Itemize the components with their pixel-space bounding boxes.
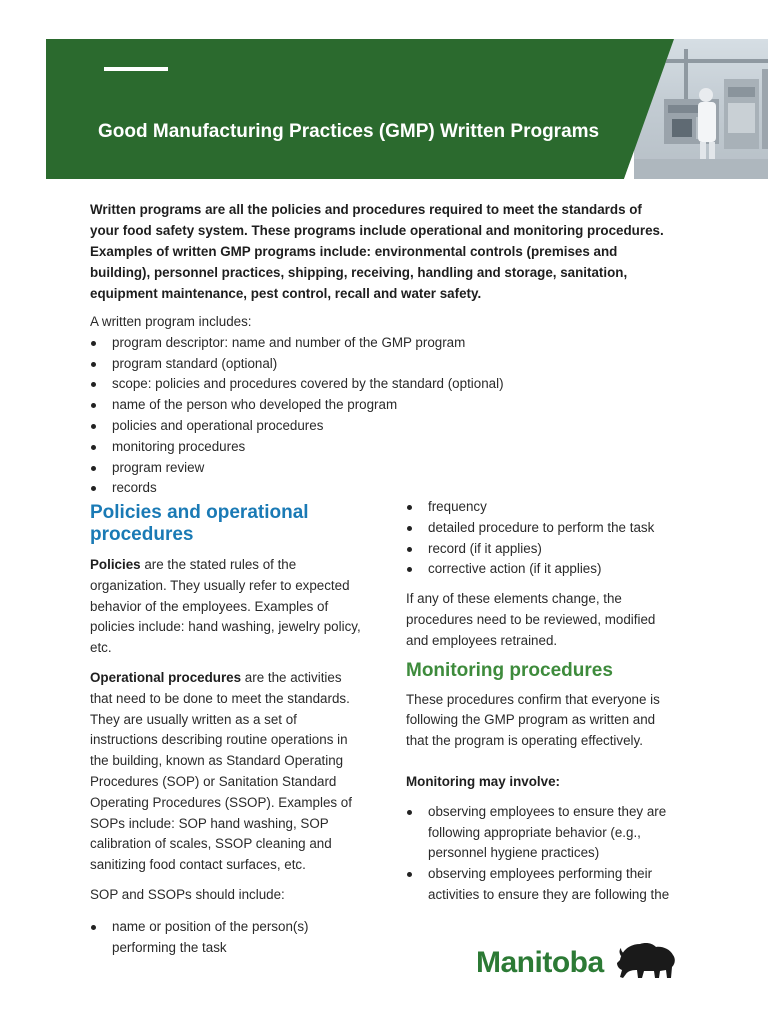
- operational-procedures-text: are the activities that need to be done to meet the standards. They are usually written as a set of instructions describing routine operations in the building, known as Standard Operating Procedures (SOP) or Sanitation Standard Operating Procedures (SSOP). Examples of SOPs include: SOP hand washing, SOP calibration of scales, SSOP cleaning and sanitizing food contact surfaces, etc.: [90, 669, 352, 873]
- left-column: [90, 555, 362, 958]
- list-item: name of the person who developed the program: [90, 395, 650, 416]
- page-title: Good Manufacturing Practices (GMP) Written Programs: [98, 121, 600, 142]
- sop-list-continued: [406, 497, 676, 580]
- operational-procedures-paragraph: [90, 668, 362, 876]
- list-item: corrective action (if it applies): [406, 559, 676, 580]
- monitoring-heading: Monitoring procedures: [406, 659, 613, 681]
- policies-term: Policies: [90, 557, 141, 572]
- photo-divider: [624, 39, 634, 179]
- list-item: records: [90, 478, 650, 499]
- list-item: policies and operational procedures: [90, 416, 650, 437]
- bison-icon: [616, 940, 678, 982]
- list-item: name or position of the person(s) performing the task: [90, 917, 362, 959]
- accent-bar: [104, 67, 168, 71]
- operational-procedures-term: Operational procedures: [90, 669, 242, 685]
- factory-photo: [624, 39, 768, 179]
- monitoring-list: [406, 802, 676, 906]
- policies-paragraph: [90, 555, 362, 659]
- list-item: scope: policies and procedures covered by the standard (optional): [90, 374, 650, 395]
- sop-list: [90, 917, 362, 959]
- manitoba-logo: [476, 940, 686, 990]
- list-item: program descriptor: name and number of the GMP program: [90, 333, 650, 354]
- list-item: frequency: [406, 497, 676, 518]
- monitoring-paragraph: These procedures confirm that everyone is following the GMP program as written and that the program is operating effectively.: [406, 691, 660, 749]
- list-item: observing employees performing their activities to ensure they are following the: [406, 864, 676, 906]
- program-list-lead: A written program includes:: [90, 314, 252, 329]
- list-item: record (if it applies): [406, 539, 676, 560]
- monitoring-involve-label: Monitoring may involve:: [406, 773, 561, 789]
- list-item: monitoring procedures: [90, 437, 650, 458]
- list-item: program standard (optional): [90, 354, 650, 375]
- header-banner: [46, 39, 768, 179]
- list-item: detailed procedure to perform the task: [406, 518, 676, 539]
- program-list: [90, 333, 650, 499]
- program-list-section: [90, 312, 650, 499]
- sop-lead: SOP and SSOPs should include:: [90, 886, 285, 902]
- list-item: program review: [90, 458, 650, 479]
- policies-heading: Policies and operational procedures: [90, 502, 309, 545]
- intro-paragraph: Written programs are all the policies and procedures required to meet the standards of your food safety system. These programs include operational and monitoring procedures. Examples of written GMP programs include: environmental controls (premises and building), personnel practices, shipping, receiving, handling and storage, sanitation, equipment maintenance, pest control, recall and water safety.: [90, 202, 664, 301]
- list-item: observing employees to ensure they are following appropriate behavior (e.g., personnel hygiene practices): [406, 802, 676, 864]
- policies-text: are the stated rules of the organization. They usually refer to expected behavior of the employees. Examples of policies include: hand washing, jewelry policy, etc.: [90, 557, 361, 656]
- right-column: [406, 497, 676, 906]
- change-paragraph: If any of these elements change, the procedures need to be reviewed, modified and employees retrained.: [406, 591, 656, 648]
- logo-wordmark: Manitoba: [476, 946, 604, 979]
